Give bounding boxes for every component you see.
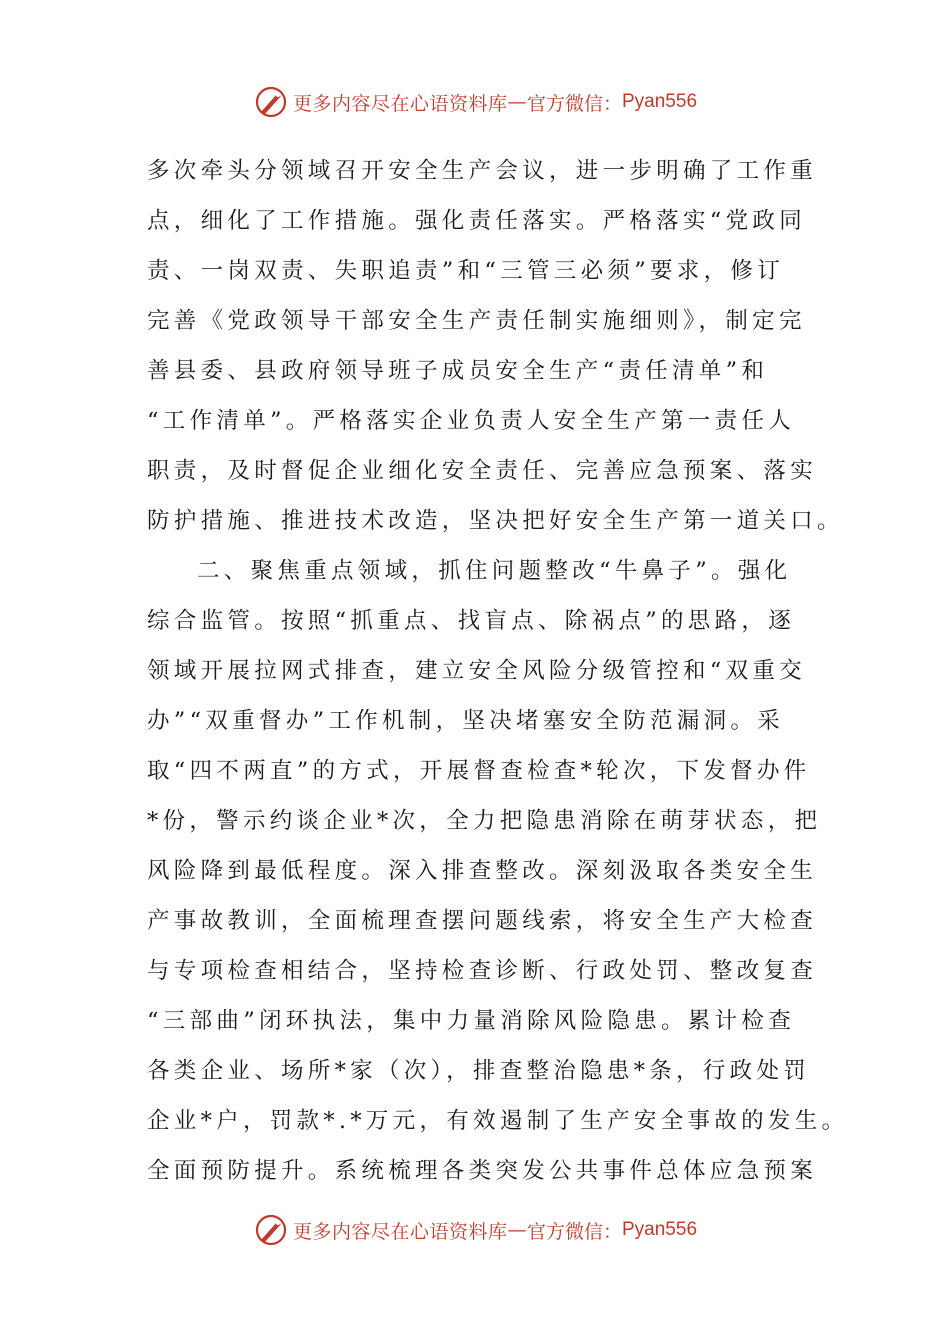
bottom-banner <box>0 1210 950 1250</box>
text-line: 点，细化了工作措施。强化责任落实。严格落实“党政同 <box>147 208 807 234</box>
text-line: 二、聚焦重点领域，抓住问题整改“牛鼻子”。强化 <box>197 558 792 584</box>
text-line: 防护措施、推进技术改造，坚决把好安全生产第一道关口。 <box>147 508 844 534</box>
text-line: 取“四不两直”的方式，开展督查检查*轮次，下发督办件 <box>147 758 811 784</box>
text-line: 全面预防提升。系统梳理各类突发公共事件总体应急预案 <box>147 1158 818 1184</box>
banner-wechat-label: 官方微信： <box>526 92 622 115</box>
text-line: 善县委、县政府领导班子成员安全生产“责任清单”和 <box>147 358 769 384</box>
text-line: 产事故教训，全面梳理查摆问题线索，将安全生产大检查 <box>147 908 818 934</box>
banner-dash: — <box>507 1219 527 1241</box>
banner-wechat-id: Pyan556 <box>622 91 698 112</box>
text-line: 职责，及时督促企业细化安全责任、完善应急预案、落实 <box>147 458 818 484</box>
text-line: “工作清单”。严格落实企业负责人安全生产第一责任人 <box>147 408 796 434</box>
text-line: 风险降到最低程度。深入排查整改。深刻汲取各类安全生 <box>147 858 818 884</box>
banner-main-text: 更多内容尽在心语资料库 <box>292 1220 508 1243</box>
text-line: 领域开展拉网式排查，建立安全风险分级管控和“双重交 <box>147 658 807 684</box>
banner-wechat-label: 官方微信： <box>526 1220 622 1243</box>
banner-wechat-id: Pyan556 <box>622 1219 698 1240</box>
pen-nib-logo-icon <box>253 84 289 120</box>
document-body <box>147 146 849 1196</box>
text-line: 综合监管。按照“抓重点、找盲点、除祸点”的思路，逐 <box>147 608 796 634</box>
text-line: 多次牵头分领域召开安全生产会议，进一步明确了工作重 <box>147 158 818 184</box>
text-line: *份，警示约谈企业*次，全力把隐患消除在萌芽状态，把 <box>147 808 822 834</box>
text-line: 责、一岗双责、失职追责”和“三管三必须”要求，修订 <box>147 258 785 284</box>
banner-dash: — <box>507 91 527 113</box>
text-line: “三部曲”闭环执法，集中力量消除风险隐患。累计检查 <box>147 1008 796 1034</box>
pen-nib-logo-icon <box>253 1212 289 1248</box>
text-line: 办”“双重督办”工作机制，坚决堵塞安全防范漏洞。采 <box>147 708 785 734</box>
text-line: 各类企业、场所*家（次），排查整治隐患*条，行政处罚 <box>147 1058 811 1084</box>
text-line: 企业*户，罚款*.*万元，有效遏制了生产安全事故的发生。 <box>147 1108 849 1134</box>
text-line: 完善《党政领导干部安全生产责任制实施细则》，制定完 <box>147 308 806 334</box>
top-banner <box>0 82 950 122</box>
banner-main-text: 更多内容尽在心语资料库 <box>292 92 508 115</box>
text-line: 与专项检查相结合，坚持检查诊断、行政处罚、整改复查 <box>147 958 818 984</box>
